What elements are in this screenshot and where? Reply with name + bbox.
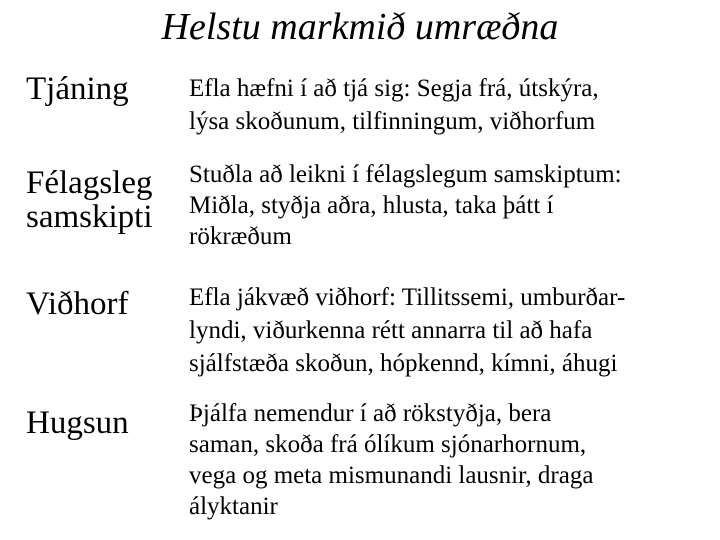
description-felagsleg-samskipti — [189, 159, 714, 252]
term-line: Félagsleg — [26, 165, 153, 201]
term-line: Tjáning — [26, 71, 129, 107]
description-tjaning — [189, 72, 714, 138]
page-title: Helstu markmið umræðna — [161, 6, 559, 48]
term-line: Viðhorf — [26, 286, 129, 322]
term-vidhorf — [26, 287, 129, 321]
term-felagsleg-samskipti — [26, 166, 153, 234]
description-line: saman, skoða frá ólíkum sjónarhornum, — [189, 431, 587, 458]
description-line: Þjálfa nemendur í að rökstyðja, bera — [189, 400, 552, 427]
description-line: Stuðla að leikni í félagslegum samskiptum: — [189, 161, 622, 188]
term-tjaning — [26, 72, 129, 106]
description-line: ályktanir — [189, 493, 278, 520]
description-line: vega og meta mismunandi lausnir, draga — [189, 462, 594, 489]
description-vidhorf — [189, 281, 714, 380]
term-line: samskipti — [26, 199, 153, 235]
term-hugsun — [26, 406, 129, 440]
description-hugsun — [189, 398, 714, 522]
term-line: Hugsun — [26, 405, 129, 441]
description-line: Miðla, styðja aðra, hlusta, taka þátt í — [189, 192, 554, 219]
description-line: sjálfstæða skoðun, hópkennd, kímni, áhugi — [189, 350, 618, 377]
description-line: lyndi, viðurkenna rétt annarra til að hafa — [189, 317, 593, 344]
description-line: Efla hæfni í að tjá sig: Segja frá, útskýra, — [189, 75, 599, 102]
description-line: Efla jákvæð viðhorf: Tillitssemi, umburðar- — [189, 284, 626, 311]
description-line: rökræðum — [189, 223, 292, 250]
description-line: lýsa skoðunum, tilfinningum, viðhorfum — [189, 108, 596, 135]
